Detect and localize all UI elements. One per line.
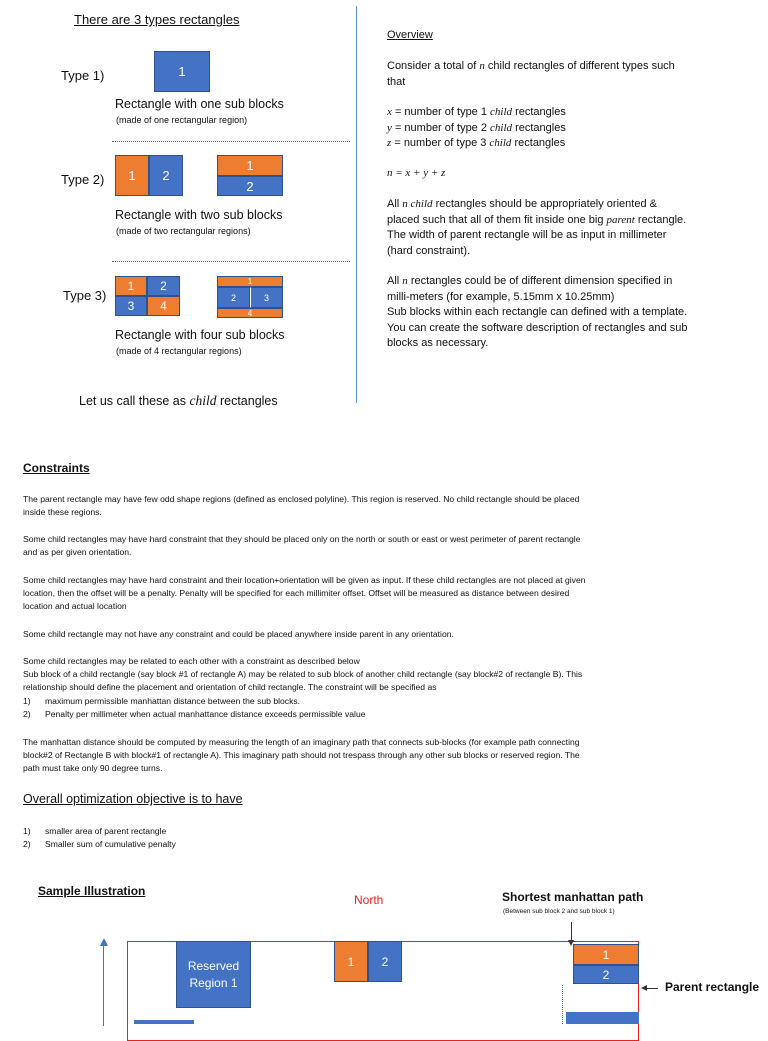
- c-p2-l2: and as per given orientation.: [23, 547, 132, 558]
- ov-z-text: = number of type 3: [391, 137, 490, 149]
- ov-p3-l1n: n child: [402, 198, 433, 210]
- constraints-heading: Constraints: [23, 461, 90, 475]
- type2a-block-1: 1: [115, 155, 149, 196]
- c-p3-l3: location and actual location: [23, 601, 127, 612]
- constraint-para-2: [23, 533, 723, 559]
- path-subtitle: (Between sub block 2 and sub block 1): [503, 908, 615, 915]
- ov-p4-l3: Sub blocks within each rectangle can defined with a template.: [387, 306, 688, 318]
- right-block-1: 1: [573, 944, 639, 965]
- overview-heading: Overview: [387, 29, 433, 41]
- c-p1-l1: The parent rectangle may have few odd shape regions (defined as enclosed polyline). This region is reserved. No child rectangle should be placed: [23, 494, 580, 504]
- type2-note: (made of two rectangular regions): [116, 226, 251, 236]
- type3b-block-1: 1: [217, 276, 283, 287]
- ov-p1a: Consider a total of: [387, 60, 480, 72]
- type1-caption: Rectangle with one sub blocks: [115, 97, 284, 111]
- right-block-2: 2: [573, 965, 639, 984]
- reserved-line-1: Reserved: [187, 958, 240, 973]
- child-rectangles-line: [79, 393, 278, 409]
- c-p6-l3: path must take only 90 degree turns.: [23, 763, 163, 774]
- ov-p3-l2p: parent: [606, 213, 635, 226]
- ov-p3-l2a: placed such that all of them fit inside one big: [387, 213, 607, 226]
- type3b-block-2: 2: [217, 287, 250, 308]
- ov-p4-l1a: All: [387, 275, 403, 287]
- c-p5-l3: relationship should define the placement and orientation of child rectangle. The constraint will be specified as: [23, 682, 437, 693]
- child-line-pre: Let us call these as: [79, 394, 190, 408]
- ov-y-end: rectangles: [512, 121, 566, 134]
- ov-x-var: x: [387, 106, 392, 118]
- parent-label-arrow-icon: [641, 985, 647, 991]
- type2-caption: Rectangle with two sub blocks: [115, 208, 283, 222]
- ov-p4-l5: blocks as necessary.: [387, 337, 489, 349]
- child-line-post: rectangles: [216, 394, 278, 408]
- c-list-2-text: Penalty per millimeter when actual manhattance distance exceeds permissible value: [45, 708, 366, 719]
- reserved-line-2: Region 1: [189, 975, 238, 990]
- ov-z-child: child: [489, 137, 512, 149]
- constraint-para-4: [23, 628, 723, 641]
- constraint-para-3: [23, 574, 723, 614]
- obj-item-1: [23, 825, 723, 838]
- type1-note: (made of one rectangular region): [116, 115, 248, 125]
- bottom-right-block: [566, 1012, 639, 1024]
- divider-dotted-1: [112, 141, 350, 142]
- ov-z-end: rectangles: [511, 137, 566, 149]
- type3-note: (made of 4 rectangular regions): [116, 346, 242, 356]
- type2b-block-2: 2: [217, 176, 283, 196]
- vertical-arrow-line: [103, 946, 104, 1026]
- parent-label: Parent rectangle: [665, 980, 760, 994]
- mid-block-1: 1: [334, 941, 368, 982]
- c-p2-l1: Some child rectangles may have hard constraint that they should be placed only on the north or south or east or west perimeter of parent rectangle: [23, 534, 581, 544]
- ov-p3-l3: The width of parent rectangle will be as input in millimeter: [387, 229, 667, 241]
- c-p6-l2: block#2 of Rectangle B with block#1 of rectangle A). This imaginary path should not trespass through any other sub blocks or reserved region. The: [23, 750, 580, 761]
- type3a-block-2: 2: [147, 276, 180, 296]
- constraint-para-1: [23, 493, 723, 519]
- ov-x-end: rectangles: [512, 106, 566, 118]
- ov-p3-l1a: All: [387, 198, 403, 210]
- c-list-1: [23, 695, 723, 708]
- constraint-para-5: [23, 655, 723, 721]
- obj-item-1-num: 1): [23, 826, 31, 836]
- type3-label: Type 3): [63, 288, 107, 303]
- obj-item-2-num: 2): [23, 839, 31, 850]
- bottom-left-block: [134, 1020, 194, 1024]
- ov-p3-l4: (hard constraint).: [387, 244, 471, 257]
- arrow-up-icon: [100, 938, 108, 946]
- c-p5-l2: Sub block of a child rectangle (say block #1 of rectangle A) may be related to sub block of another child rectangle (say block#2 of rectangle B). This: [23, 669, 583, 680]
- ov-x-text: = number of type 1: [391, 106, 491, 118]
- c-p1-l2: inside these regions.: [23, 507, 102, 518]
- c-list-2: [23, 708, 723, 721]
- type3a-block-3: 3: [115, 296, 147, 316]
- type3a-block-4: 4: [147, 296, 180, 316]
- c-p6-l1: The manhattan distance should be computed by measuring the length of an imaginary path that connects sub-blocks (for example path connecting: [23, 737, 580, 747]
- mid-block-2: 2: [368, 941, 402, 982]
- type3-caption: Rectangle with four sub blocks: [115, 328, 285, 342]
- type2-label: Type 2): [61, 172, 105, 187]
- c-p5-l1: Some child rectangles may be related to each other with a constraint as described below: [23, 656, 360, 666]
- ov-p1b: child rectangles of different types such: [484, 60, 675, 72]
- parent-label-arrow: [646, 988, 658, 989]
- ov-p3-l2b: rectangle.: [634, 213, 687, 226]
- type3b-block-4: 4: [217, 308, 283, 318]
- ov-p4-l1n: n: [402, 275, 408, 287]
- type2b-block-1: 1: [217, 155, 283, 176]
- ov-x-child: child: [490, 106, 513, 118]
- constraint-para-6: [23, 736, 723, 776]
- obj-item-2-text: Smaller sum of cumulative penalty: [45, 839, 176, 850]
- obj-item-2: [23, 838, 723, 851]
- ov-y-var: y: [387, 121, 392, 134]
- type1-label: Type 1): [61, 68, 105, 83]
- type2a-block-2: 2: [149, 155, 183, 196]
- c-list-1-num: 1): [23, 695, 31, 706]
- c-list-1-text: maximum permissible manhattan distance between the sub blocks.: [45, 695, 301, 706]
- types-title: There are 3 types rectangles: [74, 12, 240, 27]
- objective-heading: Overall optimization objective is to have: [23, 792, 243, 806]
- reserved-region: [176, 941, 251, 1008]
- divider-dotted-2: [112, 261, 350, 262]
- c-list-2-num: 2): [23, 708, 31, 719]
- manhattan-path: [562, 985, 563, 1024]
- ov-equation: n = x + y + z: [387, 167, 446, 179]
- ov-z-var: z: [387, 137, 392, 149]
- north-label: North: [354, 893, 384, 907]
- ov-p4-l1b: rectangles could be of different dimension specified in: [407, 275, 673, 287]
- objective-list: [23, 825, 723, 851]
- obj-item-1-text: smaller area of parent rectangle: [45, 826, 167, 836]
- c-p4-l1: Some child rectangle may not have any constraint and could be placed anywhere inside parent in any orientation.: [23, 629, 454, 639]
- column-divider: [356, 6, 357, 403]
- ov-p1c: that: [387, 75, 406, 88]
- ov-p3-l1b: rectangles should be appropriately oriented &: [432, 198, 657, 210]
- c-p3-l1: Some child rectangles may have hard constraint and their location+orientation will be given as input. If these child rectangles are not placed at given: [23, 575, 586, 585]
- ov-p4-l2: milli-meters (for example, 5.15mm x 10.25mm): [387, 290, 615, 303]
- ov-p4-l4: You can create the software description of rectangles and sub: [387, 321, 688, 334]
- ov-p1n: n: [479, 60, 485, 72]
- type3b-block-3: 3: [250, 287, 283, 308]
- c-p3-l2: location, then the offset will be a penalty. Penalty will be specified for each millimiter offset. Offset will be measured as distance between desired: [23, 588, 570, 599]
- path-title: Shortest manhattan path: [502, 890, 644, 904]
- ov-y-child: child: [490, 121, 513, 134]
- ov-y-text: = number of type 2: [391, 121, 491, 134]
- path-pointer-arrow-icon: [568, 940, 574, 946]
- type1-block: 1: [154, 51, 210, 92]
- child-line-word: child: [189, 393, 217, 408]
- type3a-block-1: 1: [115, 276, 147, 296]
- sample-heading: Sample Illustration: [38, 884, 146, 898]
